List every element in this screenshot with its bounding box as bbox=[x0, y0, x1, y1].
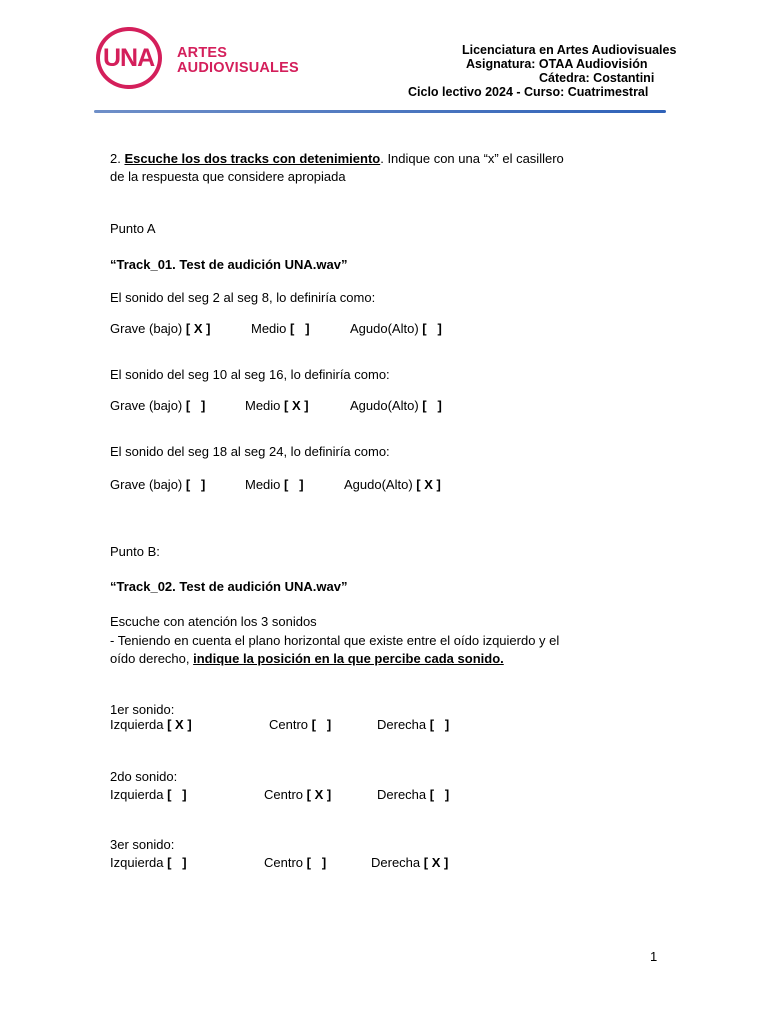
punto-b-answer-1-option-1 bbox=[110, 717, 192, 733]
checkbox: [ ] bbox=[290, 321, 310, 336]
punto-b-label-3: 3er sonido: bbox=[110, 837, 175, 852]
checkbox: [ ] bbox=[422, 321, 442, 336]
option-label: Medio bbox=[251, 321, 287, 336]
punto-a-answer-1-option-3 bbox=[350, 321, 442, 337]
checkbox: [ X ] bbox=[416, 477, 441, 492]
punto-a-question-2: El sonido del seg 10 al seg 16, lo definiría como: bbox=[110, 367, 390, 382]
question-rest: . Indique con una “x” el casillero bbox=[380, 151, 564, 166]
option-label: Agudo(Alto) bbox=[350, 398, 419, 413]
checkbox: [ X ] bbox=[423, 855, 449, 870]
option-label: Centro bbox=[264, 787, 304, 802]
checkbox: [ ] bbox=[185, 477, 206, 492]
option-label: Medio bbox=[245, 398, 281, 413]
checkbox: [ ] bbox=[429, 717, 450, 732]
checkbox: [ X ] bbox=[167, 717, 192, 732]
punto-b-answer-3-option-1 bbox=[110, 855, 187, 871]
checkbox: [ ] bbox=[167, 855, 187, 870]
checkbox: [ ] bbox=[284, 477, 304, 492]
intro-underlined: indique la posición en la que percibe cada sonido. bbox=[193, 651, 504, 666]
punto-b-title: Punto B: bbox=[110, 544, 160, 559]
option-label: Derecha bbox=[371, 855, 421, 870]
option-label: Grave (bajo) bbox=[110, 398, 183, 413]
punto-a-answer-3-option-3 bbox=[344, 477, 441, 493]
punto-a-question-3: El sonido del seg 18 al seg 24, lo definiría como: bbox=[110, 444, 390, 459]
header-subject: Asignatura: OTAA Audiovisión bbox=[466, 57, 648, 71]
punto-a-answer-3-option-1 bbox=[110, 477, 205, 493]
punto-a-answer-2-option-3 bbox=[350, 398, 442, 414]
logo-line-1: ARTES bbox=[177, 45, 228, 61]
punto-a-answer-2-option-1 bbox=[110, 398, 205, 414]
punto-b-label-1: 1er sonido: bbox=[110, 702, 175, 717]
checkbox: [ X ] bbox=[284, 398, 309, 413]
option-label: Grave (bajo) bbox=[110, 321, 183, 336]
option-label: Agudo(Alto) bbox=[350, 321, 419, 336]
punto-b-intro-3 bbox=[110, 651, 504, 667]
header-chair: Cátedra: Costantini bbox=[539, 71, 655, 85]
punto-b-intro-2: - Teniendo en cuenta el plano horizontal que existe entre el oído izquierdo y el bbox=[110, 633, 560, 648]
option-label: Centro bbox=[269, 717, 309, 732]
punto-a-track: “Track_01. Test de audición UNA.wav” bbox=[110, 257, 348, 272]
punto-a-answer-3-option-2 bbox=[245, 477, 304, 493]
punto-a-title: Punto A bbox=[110, 221, 156, 236]
question-instruction: Escuche los dos tracks con detenimiento bbox=[124, 151, 381, 166]
punto-a-question-1: El sonido del seg 2 al seg 8, lo definiría como: bbox=[110, 290, 376, 305]
intro-plain: oído derecho, bbox=[110, 651, 194, 666]
checkbox: [ ] bbox=[167, 787, 187, 802]
checkbox: [ X ] bbox=[306, 787, 332, 802]
logo-mark: UNA bbox=[103, 44, 155, 72]
checkbox: [ ] bbox=[422, 398, 442, 413]
punto-b-answer-1-option-3 bbox=[377, 717, 449, 733]
checkbox: [ ] bbox=[306, 855, 327, 870]
logo-wordmark bbox=[177, 46, 299, 76]
option-label: Medio bbox=[245, 477, 281, 492]
option-label: Derecha bbox=[377, 787, 427, 802]
punto-a-answer-1-option-2 bbox=[251, 321, 310, 337]
punto-a-answer-1-option-1 bbox=[110, 321, 210, 337]
punto-b-answer-1-option-2 bbox=[269, 717, 331, 733]
punto-b-answer-2-option-3 bbox=[377, 787, 449, 803]
punto-b-answer-2-option-1 bbox=[110, 787, 187, 803]
header-cycle: Ciclo lectivo 2024 - Curso: Cuatrimestral bbox=[408, 85, 649, 99]
option-label: Derecha bbox=[377, 717, 427, 732]
checkbox: [ ] bbox=[185, 398, 206, 413]
punto-b-answer-3-option-3 bbox=[371, 855, 448, 871]
header-degree: Licenciatura en Artes Audiovisuales bbox=[462, 43, 677, 57]
punto-b-answer-3-option-2 bbox=[264, 855, 326, 871]
punto-b-intro-1: Escuche con atención los 3 sonidos bbox=[110, 614, 317, 629]
option-label: Grave (bajo) bbox=[110, 477, 183, 492]
header-rule bbox=[94, 110, 666, 113]
checkbox: [ X ] bbox=[185, 321, 211, 336]
option-label: Izquierda bbox=[110, 855, 164, 870]
option-label: Agudo(Alto) bbox=[344, 477, 413, 492]
logo-line-2: AUDIOVISUALES bbox=[177, 60, 299, 76]
option-label: Centro bbox=[264, 855, 304, 870]
question-number: 2. bbox=[110, 151, 121, 166]
punto-b-track: “Track_02. Test de audición UNA.wav” bbox=[110, 579, 348, 594]
punto-b-label-2: 2do sonido: bbox=[110, 769, 178, 784]
option-label: Izquierda bbox=[110, 787, 164, 802]
checkbox: [ ] bbox=[429, 787, 450, 802]
option-label: Izquierda bbox=[110, 717, 164, 732]
punto-a-answer-2-option-2 bbox=[245, 398, 309, 414]
question-line-2: de la respuesta que considere apropiada bbox=[110, 169, 346, 184]
page-number: 1 bbox=[650, 949, 658, 964]
punto-b-answer-2-option-2 bbox=[264, 787, 331, 803]
question-line-1 bbox=[110, 151, 564, 167]
checkbox: [ ] bbox=[311, 717, 332, 732]
